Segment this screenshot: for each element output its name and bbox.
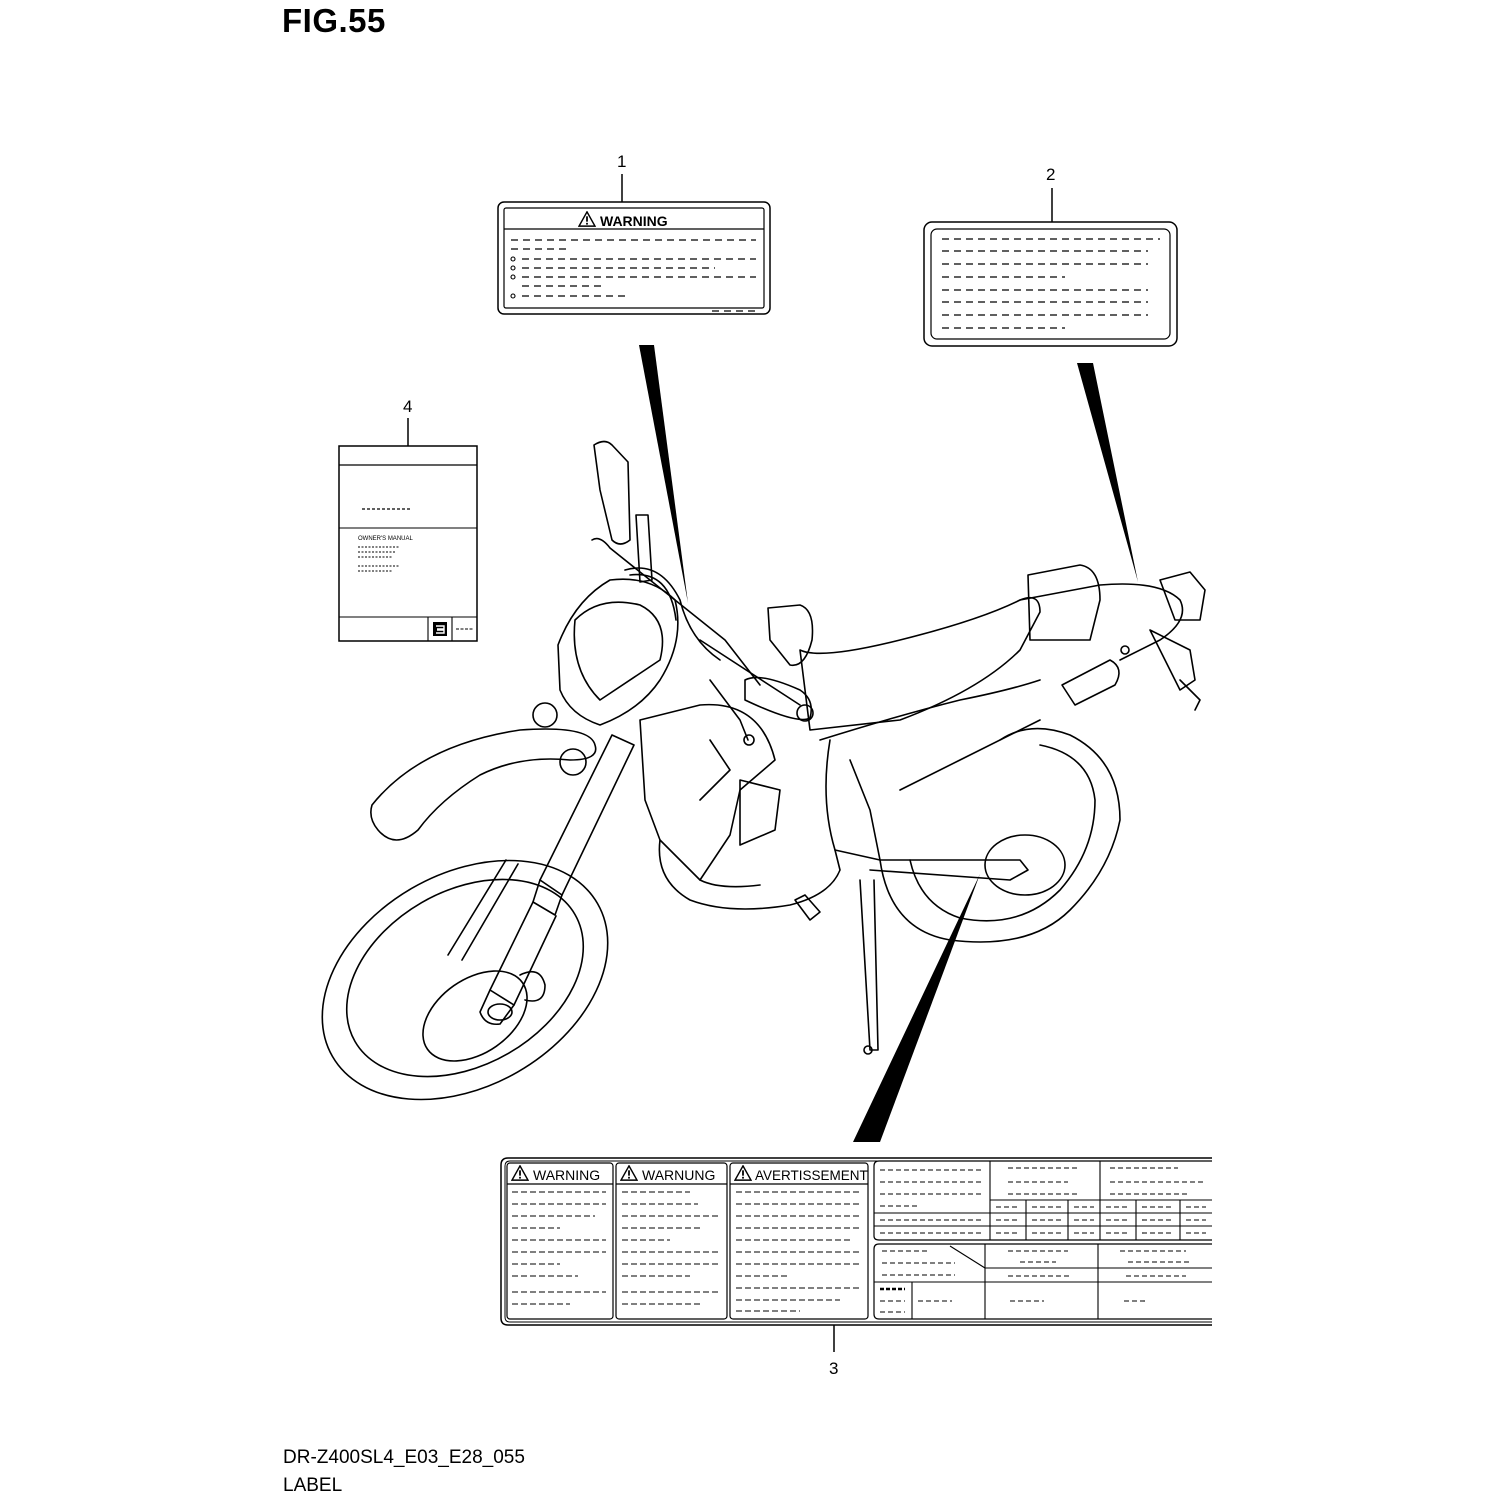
label-4-subtitle: OWNER'S MANUAL — [358, 536, 413, 542]
label-1-warning — [498, 202, 770, 314]
label-1-heading: WARNING — [600, 213, 668, 229]
label-3-multilingual-warning — [501, 1158, 1212, 1325]
callout-number-1: 1 — [617, 152, 627, 171]
pointer-wedges — [639, 345, 1138, 1142]
label-4-owners-manual — [339, 446, 477, 641]
figure-title: FIG.55 — [282, 2, 386, 39]
label-3-heading-de: WARNUNG — [642, 1167, 716, 1183]
label-3-heading-fr: AVERTISSEMENT — [755, 1168, 868, 1183]
callout-number-3: 3 — [829, 1359, 839, 1378]
callout-number-4: 4 — [403, 397, 413, 416]
label-3-heading-en: WARNING — [533, 1167, 601, 1183]
label-2 — [924, 222, 1177, 346]
callout-number-2: 2 — [1046, 165, 1056, 184]
figure-code: DR-Z400SL4_E03_E28_055 — [283, 1447, 525, 1468]
figure-name: LABEL — [283, 1475, 343, 1496]
